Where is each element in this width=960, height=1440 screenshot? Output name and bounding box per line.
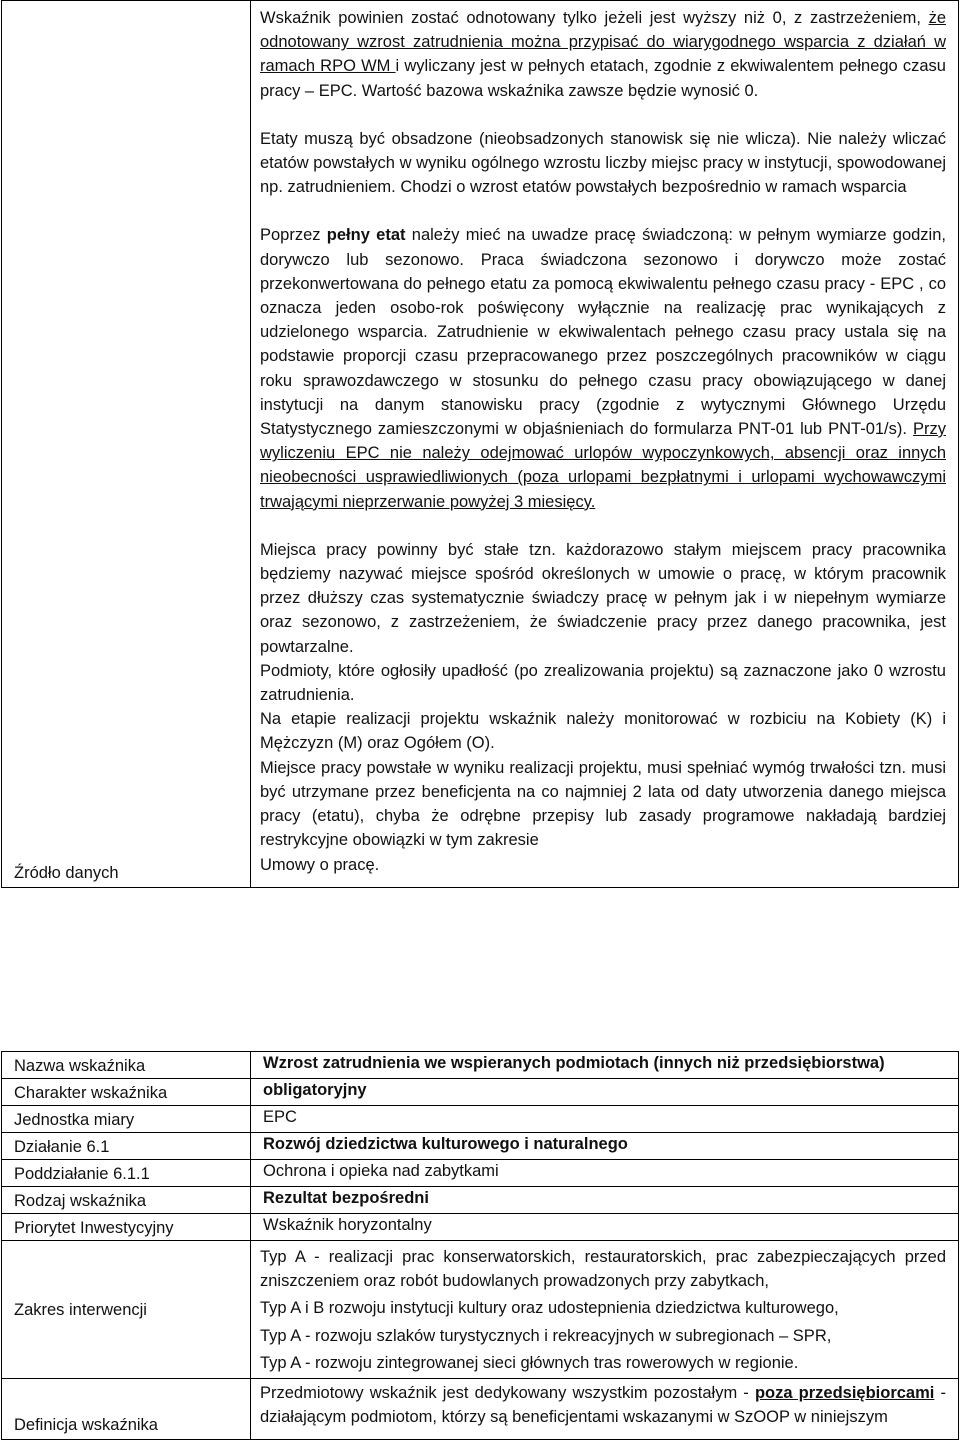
indicator-label-cell [2, 1133, 251, 1160]
paragraph-6: Na etapie realizacji projektu wskaźnik należy monitorować w rozbiciu na Kobiety (K) i Mężczyzn (M) oraz Ogółem (O). [260, 710, 946, 753]
paragraph-5: Podmioty, które ogłosiły upadłość (po zrealizowania projektu) są zaznaczone jako 0 wzrostu zatrudnienia. [260, 661, 946, 705]
definition-text: Przedmiotowy wskaźnik jest dedykowany wszystkim pozostałym - poza przedsiębiorcami - działającym podmiotom, którzy są beneficjentami wskazanymi w SzOOP w niniejszym [260, 1384, 946, 1427]
indicator-label-cell [2, 1079, 251, 1106]
indicator-row [2, 1106, 959, 1133]
indicator-row [2, 1187, 959, 1214]
indicator-value-cell [251, 1079, 959, 1106]
indicator-value: Wskaźnik horyzontalny [263, 1216, 432, 1234]
definition-row [2, 1379, 959, 1440]
indicator-value-cell [251, 1160, 959, 1187]
source-value: Umowy o pracę. [260, 855, 380, 874]
scope-row [2, 1241, 959, 1379]
definition-label-cell [2, 1379, 251, 1440]
definition-value-cell [251, 1379, 959, 1440]
paragraph-2: Etaty muszą być obsadzone (nieobsadzonych stanowisk się nie wlicza). Nie należy wliczać etatów powstałych w wyniku ogólnego wzrostu liczby miejsc pracy w instytucji, spowodowanej np. zatrudnieniem. Chodzi o wzrost etatów powstałych bezpośrednio w ramach wsparcia [260, 129, 946, 197]
paragraph-1: Wskaźnik powinien zostać odnotowany tylko jeżeli jest wyższy niż 0, z zastrzeżeniem, że odnotowany wzrost zatrudnienia można przypisać do wiarygodnego wsparcia z działań w ramach RPO WM i wyliczany jest w pełnych etatach, zgodnie z ekwiwalentem pełnego czasu pracy – EPC. Wartość bazowa wskaźnika zawsze będzie wynosić 0. [260, 9, 946, 100]
indicator-value: EPC [263, 1108, 297, 1126]
paragraph-7: Miejsce pracy powstałe w wyniku realizacji projektu, musi spełniać wymóg trwałości tzn. musi być utrzymane przez beneficjenta na co najmniej 2 lata od daty utworzenia danego miejsca pracy (etatu), chyba że odrębne przepisy lub zasady programowe nakładają bardziej restrykcyjne obowiązki w tym zakresie [260, 758, 946, 850]
scope-label: Zakres interwencji [14, 1300, 147, 1319]
indicator-value: Rozwój dziedzictwa kulturowego i naturalnego [263, 1135, 628, 1153]
source-label: Źródło danych [14, 864, 119, 882]
scope-item-3: Typ A - rozwoju szlaków turystycznych i rekreacyjnych w subregionach – SPR, [260, 1326, 832, 1345]
scope-value-cell [251, 1241, 959, 1379]
indicator-table [1, 1051, 959, 1440]
indicator-row [2, 1214, 959, 1241]
scope-item-1: Typ A - realizacji prac konserwatorskich, restauratorskich, prac zabezpieczających przed zniszczeniem oraz robót budowlanych prowadzonych przy zabytkach, [260, 1248, 946, 1291]
indicator-value: obligatoryjny [263, 1081, 367, 1099]
indicator-row [2, 1133, 959, 1160]
scope-label-cell [2, 1241, 251, 1379]
indicator-label: Działanie 6.1 [14, 1138, 110, 1156]
indicator-row [2, 1160, 959, 1187]
indicator-row [2, 1079, 959, 1106]
indicator-value-cell [251, 1133, 959, 1160]
scope-item-4: Typ A - rozwoju zintegrowanej sieci głównych tras rowerowych w regionie. [260, 1353, 799, 1372]
source-label-cell [2, 1, 251, 888]
source-row [2, 1, 959, 888]
definition-label: Definicja wskaźnika [14, 1416, 158, 1434]
paragraph-3: Poprzez pełny etat należy mieć na uwadze pracę świadczoną: w pełnym wymiarze godzin, dorywczo lub sezonowo. Praca świadczona sezonowo i dorywczo może zostać przekonwertowana do pełnego etatu za pomocą ekwiwalentu pełnego czasu pracy - EPC , co oznacza jeden osobo-rok poświęcony wyłącznie na realizację prac wynikających z udzielonego wsparcia. Zatrudnienie w ekwiwalentach pełnego czasu pracy ustala się na podstawie proporcji czasu przepracowanego przez poszczególnych pracowników w ciągu roku sprawozdawczego w stosunku do pełnego czasu pracy obowiązującego w danej instytucji na danym stanowisku pracy (zgodnie z wytycznymi Głównego Urzędu Statystycznego zamieszczonymi w objaśnieniach do formularza PNT-01 lub PNT-01/s). Przy wyliczeniu EPC nie należy odejmować urlopów wypoczynkowych, absencji oraz innych nieobecności usprawiedliwionych (poza urlopami bezpłatnymi i urlopami wychowawczymi trwającymi nieprzerwanie powyżej 3 miesięcy. [260, 226, 946, 511]
indicator-label-cell [2, 1160, 251, 1187]
indicator-value-cell [251, 1052, 959, 1079]
indicator-label: Priorytet Inwestycyjny [14, 1219, 174, 1237]
indicator-label: Jednostka miary [14, 1111, 135, 1129]
indicator-label-cell [2, 1214, 251, 1241]
continuation-table [1, 0, 959, 888]
scope-item-2: Typ A i B rozwoju instytucji kultury oraz udostepnienia dziedzictwa kulturowego, [260, 1299, 839, 1318]
indicator-label-cell [2, 1187, 251, 1214]
indicator-label: Rodzaj wskaźnika [14, 1192, 147, 1210]
definition-cell [251, 1, 959, 888]
indicator-value-cell [251, 1214, 959, 1241]
indicator-label-cell [2, 1106, 251, 1133]
indicator-label: Poddziałanie 6.1.1 [14, 1165, 150, 1183]
indicator-value-cell [251, 1106, 959, 1133]
indicator-value-cell [251, 1187, 959, 1214]
indicator-label: Charakter wskaźnika [14, 1084, 168, 1102]
indicator-value: Ochrona i opieka nad zabytkami [263, 1162, 499, 1180]
indicator-label: Nazwa wskaźnika [14, 1057, 146, 1075]
indicator-value: Rezultat bezpośredni [263, 1189, 429, 1207]
indicator-value: Wzrost zatrudnienia we wspieranych podmiotach (innych niż przedsiębiorstwa) [263, 1054, 885, 1072]
indicator-row [2, 1052, 959, 1079]
paragraph-4: Miejsca pracy powinny być stałe tzn. każdorazowo stałym miejscem pracy pracownika będziemy nazywać miejsce spośród określonych w umowie o pracę, w którym pracownik przez dłuższy czas systematycznie świadczy pracę w pełnym jak i w niepełnym wymiarze oraz sezonowo, z zastrzeżeniem, że świadczenie pracy przez danego pracownika, jest powtarzalne. [260, 540, 946, 656]
indicator-label-cell [2, 1052, 251, 1079]
